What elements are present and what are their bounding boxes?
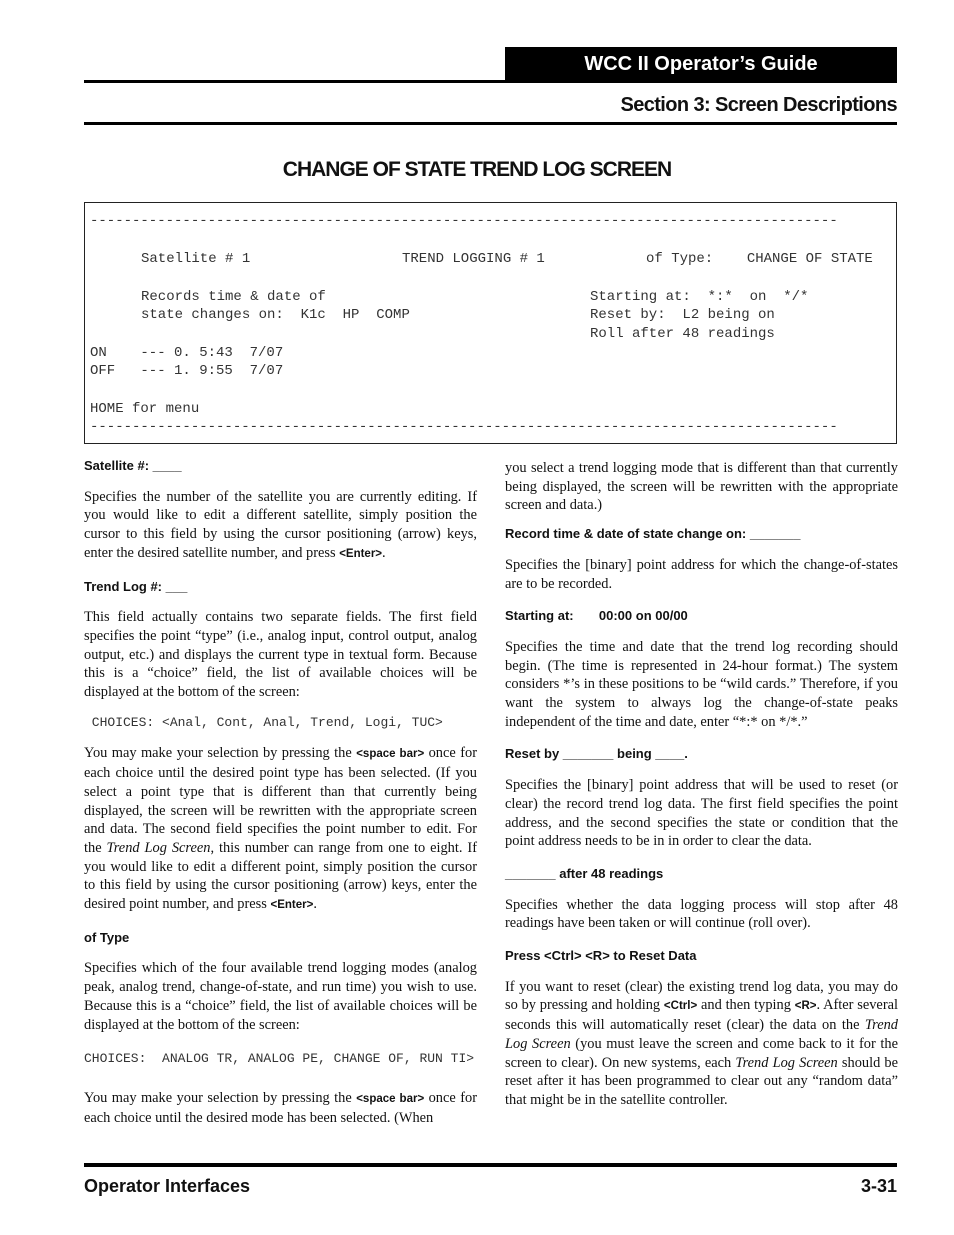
record-time-paragraph: Specifies the [binary] point address for which the change-of-states are to be recorded. — [505, 556, 898, 592]
section-title: Section 3: Screen Descriptions — [620, 94, 897, 116]
header-rule — [84, 80, 897, 83]
screen-trend-logging: TREND LOGGING # 1 — [402, 251, 545, 267]
screen-records-line2: state changes on: K1c HP COMP — [141, 307, 410, 323]
right-column — [505, 459, 898, 1122]
screen-records-line1: Records time & date of — [141, 289, 326, 305]
enter-key: <Enter> — [339, 547, 383, 560]
screen-of-type: of Type: CHANGE OF STATE — [646, 251, 873, 267]
of-type-paragraph: Specifies which of the four available trend logging modes (analog peak, analog trend, change-of-state, and run time) you wish to use. Because this is a “choice” field, the list of available choices will be displayed at the bottom of the screen: — [84, 960, 477, 1033]
reset-data-heading: Press <Ctrl> <R> to Reset Data — [505, 948, 697, 964]
guide-title: WCC II Operator’s Guide — [584, 52, 818, 75]
footer-rule — [84, 1163, 897, 1167]
starting-at-heading: Starting at: 00:00 on 00/00 — [505, 608, 688, 624]
after-readings-paragraph: Specifies whether the data logging process will stop after 48 readings have been taken or will continue (roll over). — [505, 896, 898, 932]
section-rule — [84, 122, 897, 125]
trend-log-screen-ref: Trend Log Screen — [505, 1017, 898, 1052]
guide-title-banner — [505, 47, 897, 81]
reset-by-paragraph: Specifies the [binary] point address that will be used to reset (or clear) the record trend log data. The first field specifies the point address, and the second specifies the state or condition that the point address needs to be in in order to clear the data. — [505, 777, 898, 850]
trend-log-heading: Trend Log #: ___ — [84, 578, 188, 594]
satellite-paragraph: Specifies the number of the satellite you are currently editing. If you would like to edit a different satellite, simply position the cursor to this field by using the cursor positioning (arrow) keys, enter the desired satellite number, and press <Enter>. — [84, 488, 477, 561]
enter-key: <Enter> — [270, 899, 314, 912]
record-time-heading: Record time & date of state change on: _______ — [505, 526, 801, 542]
footer-chapter: Operator Interfaces — [84, 1176, 251, 1196]
trend-log-screen-ref: Trend Log Screen — [106, 839, 211, 856]
reset-data-paragraph: If you want to reset (clear) the existing trend log data, you may do so by pressing and holding <Ctrl> and then typing <R>. After several seconds this will automatically reset (clear) the data on the Trend Log Screen (you must leave the screen and come back to it for the screen to clear). On new systems, each Trend Log Screen should be reset after it has been programmed to clear out any “random data” that might be in the satellite controller. — [505, 978, 899, 1108]
choices-list-1: CHOICES: <Anal, Cont, Anal, Trend, Logi, TUC> — [84, 714, 443, 730]
trend-log-screen-ref: Trend Log Screen — [735, 1054, 838, 1071]
mode-selection-paragraph: You may make your selection by pressing the <space bar> once for each choice until the desired mode has been selected. (When — [84, 1089, 477, 1126]
selection-paragraph: You may make your selection by pressing the <space bar> once for each choice until the desired point type has been selected. (If you select a point type that is different than that currently being displayed, the screen will be rewritten with the appropriate screen and data. The second field specifies the point number to edit. For the Trend Log Screen, this number can range from one to eight. If you would like to edit a different point, simply position the cursor to this field by using the cursor positioning (arrow) keys, enter the desired point number, and press <Enter>. — [84, 745, 477, 913]
page-title: CHANGE OF STATE TREND LOG SCREEN — [282, 158, 672, 181]
continued-paragraph: you select a trend logging mode that is different than that currently being displayed, the screen will be rewritten with the appropriate screen and data.) — [505, 460, 898, 514]
ctrl-key: <Ctrl> — [663, 1000, 698, 1013]
starting-at-paragraph: Specifies the time and date that the trend log recording should begin. (The time is represented in 24-hour format.) The system considers *’s in these positions to be “wild cards.” Therefore, if you want the system to always log the change-of-state peaks independent of the time and date, enter “*:* on */*.” — [505, 638, 898, 730]
left-column — [84, 457, 477, 1139]
reset-by-heading: Reset by _______ being ____. — [505, 746, 688, 762]
space-bar-key: <space bar> — [356, 1092, 425, 1105]
page-number: 3-31 — [860, 1176, 897, 1196]
r-key: <R> — [794, 1000, 817, 1013]
trend-log-paragraph: This field actually contains two separate fields. The first field specifies the point “type” (i.e., analog input, control output, analog output, etc.) and displays the current type in textual form. Because this is a “choice” field, the list of available choices will be displayed at the bottom of the screen: — [84, 609, 477, 701]
screen-reset-by: Reset by: L2 being on — [590, 307, 775, 323]
screen-home-menu: HOME for menu — [90, 401, 200, 417]
screen-top-dashes: ----------------------------------------------------------------------------------------- — [90, 213, 838, 229]
screen-roll-after: Roll after 48 readings — [590, 326, 775, 342]
of-type-heading: of Type — [84, 929, 130, 945]
satellite-heading: Satellite #: ____ — [84, 458, 182, 473]
space-bar-key: <space bar> — [356, 748, 425, 761]
choices-list-2: CHOICES: ANALOG TR, ANALOG PE, CHANGE OF, RUN TI> — [84, 1051, 475, 1067]
after-readings-heading: _______ after 48 readings — [505, 865, 664, 881]
terminal-screen-figure — [84, 202, 897, 444]
screen-row-on: ON --- 0. 5:43 7/07 — [90, 345, 284, 361]
screen-satellite: Satellite # 1 — [141, 251, 251, 267]
screen-row-off: OFF --- 1. 9:55 7/07 — [90, 363, 284, 379]
screen-starting-at: Starting at: *:* on */* — [590, 289, 809, 305]
screen-bottom-dashes: ----------------------------------------------------------------------------------------- — [90, 419, 838, 435]
